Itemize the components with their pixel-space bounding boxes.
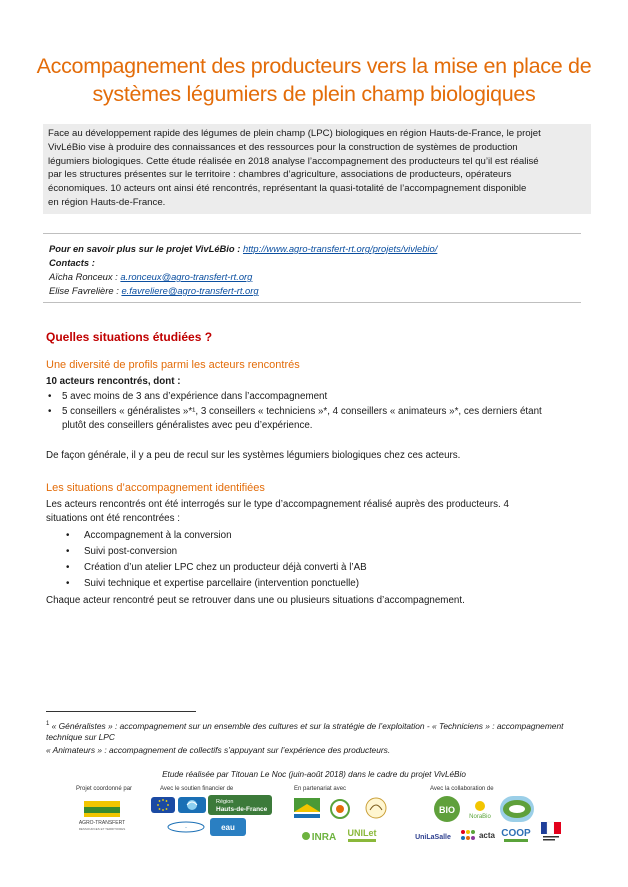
contact-1-email-link[interactable]: a.ronceux@agro-transfert-rt.org [120, 271, 253, 282]
cooperative-logo [500, 796, 534, 822]
eu-flag-logo [151, 797, 175, 813]
svg-text:NoraBio: NoraBio [469, 814, 491, 820]
subheading-profiles: Une diversité de profils parmi les acteurs rencontrés [46, 359, 300, 371]
contact-2 [49, 284, 575, 298]
closing-remark: Chaque acteur rencontré peut se retrouver dans une ou plusieurs situations d’accompagnement. [46, 595, 465, 606]
svg-text:UNILet: UNILet [347, 828, 377, 838]
svg-text:RESSOURCES ET TERRITOIRES: RESSOURCES ET TERRITOIRES [78, 827, 126, 831]
contacts-label: Contacts : [49, 257, 95, 268]
document-page: Accompagnement des producteurs vers la mise en place de systèmes légumiers de plein champ biologiques Face au développement rapide des légumes de plein champ (LPC) biologiques en région Hauts-de-France, le projet VivLéBio vise à produire des connaissances et des ressources pour la construction de systèmes de production légumiers biologiques. Cette étude réalisée en 2018 analyse l’accompagnement des producteurs tel qu’il est réalisé par les structures présentes sur le territoire : chambres d’agriculture, associations de producteurs, opérateurs économiques. 10 acteurs ont ainsi été rencontrés, représentant la quasi-totalité de l’accompagnement disponible en région Hauts-de-France. Pour en savoir plus sur le projet VivLéBio : http://www.agro-transfert-rt.org/projets/vivlebio/ Contacts : Aïcha Ronceux : a.ronceux@agro-transfert-rt.org Elise Favrelière : e.favreliere@agro-transfert-rt.org Quelles situations étudiées ? Une diversité de profils parmi les acteurs rencontrés 10 acteurs rencontrés, dont : • 5 avec moins de 3 ans d’expérience dans l’accompagnement • 5 conseillers « généralistes »*¹, 3 conseillers « techniciens »*, 4 conseillers « animateurs »*, ces derniers étant plutôt des conseillers généralistes avec peu d’expérience. De façon générale, il y a peu de recul sur les systèmes légumiers biologiques chez ces acteurs. Les situations d’accompagnement identifiées Les acteurs rencontrés ont été interrogés sur le type d’accompagnement réalisé auprès des producteurs. 4 situations ont été rencontrées : • Accompagnement à la conversion • Suivi post-conversion • Création d’un atelier LPC chez un producteur déjà converti à l’AB • Suivi technique et expertise parcellaire (intervention ponctuelle) Chaque acteur rencontré peut se retrouver dans une ou plusieurs situations d’accompagnement. $^1$ « Généralistes » : accompagnement sur un ensemble des cultures et sur la stratégie de l’exploitation - « Techniciens » : accompagnement technique sur LPC « Animateurs » : accompagnement de collectifs s’appuyant sur l’expérience des producteurs. Etude réalisée par Titouan Le Noc (juin-août 2018) dans le cadre du projet VivLéBio Projet coordonné par Avec le soutien financier de En partenariat avec Avec la collaboration de AGRO-TRANSFERT RESSOURCES ET TERRITOIRES Région Hauts-de-France ~ eau INRA UNILet BIO NoraBio UniLaSalle acta COOP [0, 0, 628, 887]
project-url-link[interactable]: http://www.agro-transfert-rt.org/projets/vivlebio/ [242, 243, 438, 254]
label-in-partnership: En partenariat avec [294, 786, 347, 792]
svg-text:~: ~ [184, 825, 188, 830]
svg-text:COOP: COOP [501, 828, 531, 839]
label-with-collab: Avec la collaboration de [430, 786, 494, 792]
unilet-logo [344, 824, 380, 846]
svg-text:eau: eau [221, 823, 235, 832]
title-line-1: Accompagnement des producteurs vers la mise en place de [36, 54, 592, 78]
contact-2-email-link[interactable]: e.favreliere@agro-transfert-rt.org [121, 285, 259, 296]
bullet-dot-icon: • [66, 530, 70, 541]
label-coordinated-by: Projet coordonné par [76, 786, 133, 792]
chambre-agriculture-logo [290, 796, 324, 822]
inra-logo [300, 826, 340, 846]
ministry-logo [166, 820, 206, 834]
actors-count: 10 acteurs rencontrés, dont : [46, 376, 181, 387]
intro-line-6: en région Hauts-de-France. [48, 196, 166, 208]
intro-line-2: VivLéBio vise à produire des connaissances et des ressources pour la construction de systèmes de production [48, 141, 518, 153]
subheading-situations: Les situations d’accompagnement identifiées [46, 482, 265, 494]
svg-text:acta: acta [478, 831, 496, 840]
bullet-dot-icon: • [48, 406, 52, 417]
intro-line-3: légumiers biologiques. Cette étude réalisée en 2018 analyse l’accompagnement des producteurs tel qu’il est réalisé [48, 155, 539, 167]
contact-2-name: Elise Favrelière : [49, 285, 119, 296]
french-republic-logo [540, 820, 562, 844]
more-info-label: Pour en savoir plus sur le projet VivLéBio : [49, 243, 241, 254]
unilasalle-logo [410, 828, 456, 844]
intro-line-1: Face au développement rapide des légumes de plein champ (LPC) biologiques en région Hauts-de-France, le projet [48, 128, 541, 139]
contact-1 [49, 270, 575, 284]
page-title [30, 52, 598, 108]
intro-box [43, 124, 591, 214]
situations-intro-line-1: Les acteurs rencontrés ont été interrogés sur le type d’accompagnement réalisé auprès des producteurs. 4 [46, 499, 509, 510]
svg-text:BIO: BIO [438, 805, 456, 815]
acta-logo [458, 826, 498, 846]
svg-text:Hauts-de-France: Hauts-de-France [216, 806, 268, 813]
label-supported-by: Avec le soutien financier de [160, 786, 234, 792]
project-link-line [49, 242, 575, 256]
agro-transfert-logo [78, 797, 126, 833]
bullet-dot-icon: • [48, 391, 52, 402]
footnote-divider [46, 711, 196, 712]
bullet-dot-icon: • [66, 578, 70, 589]
study-credit: Etude réalisée par Titouan Le Noc (juin-août 2018) dans le cadre du projet VivLéBio [162, 770, 466, 779]
bullet-advisors: • 5 conseillers « généralistes »*¹, 3 conseillers « techniciens »*, 4 conseillers « animateurs »*, ces derniers étant plutôt des conseillers généralistes avec peu d’expérience. [48, 406, 542, 431]
svg-text:UniLaSalle: UniLaSalle [415, 834, 451, 841]
svg-text:AGRO-TRANSFERT: AGRO-TRANSFERT [78, 820, 126, 826]
general-remark: De façon générale, il y a peu de recul sur les systèmes légumiers biologiques chez ces acteurs. [46, 450, 461, 461]
info-box [43, 233, 581, 303]
agence-eau-logo [210, 818, 246, 836]
contact-1-name: Aïcha Ronceux : [49, 271, 118, 282]
region-hauts-de-france-logo [208, 795, 272, 815]
intro-line-5: économiques. 10 acteurs ont ainsi été rencontrés, représentant la quasi-totalité de l’accompagnement disponible [48, 183, 527, 195]
svg-text:INRA: INRA [311, 832, 337, 843]
intro-line-4: par les structures présentes sur le territoire : chambres d’agriculture, associations de producteurs, opérateurs [48, 169, 512, 181]
association-logo [364, 796, 388, 820]
svg-text:Région: Région [216, 799, 234, 805]
section-heading: Quelles situations étudiées ? [46, 330, 213, 344]
situations-intro-line-2: situations ont été rencontrées : [46, 513, 180, 524]
agriculture-bio-logo [434, 796, 460, 822]
coop-de-france-logo [500, 822, 532, 846]
footnote-line-2: technique sur LPC [46, 732, 115, 742]
feader-logo [178, 797, 206, 813]
title-line-2: systèmes légumiers de plein champ biologiques [92, 82, 536, 106]
norabio-logo [462, 798, 498, 822]
bio-en-hauts-de-france-logo [328, 798, 352, 820]
footnote-line-3: « Animateurs » : accompagnement de collectifs s’appuyant sur l’expérience des producteurs. [46, 745, 391, 755]
bullet-dot-icon: • [66, 562, 70, 573]
bullet-dot-icon: • [66, 546, 70, 557]
footnote-line-1: $^1$ « Généralistes » : accompagnement sur un ensemble des cultures et sur la stratégie de l’exploitation - « Techniciens » : accompagnement [46, 720, 564, 731]
